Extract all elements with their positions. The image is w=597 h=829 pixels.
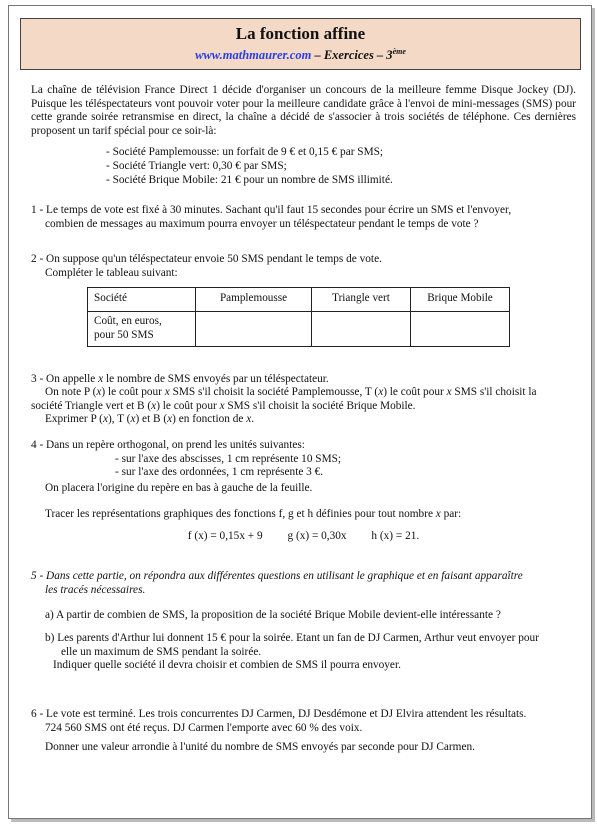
subtitle-superscript: ème (392, 47, 406, 56)
offer-brique-mobile: - Société Brique Mobile: 21 € pour un nombre de SMS illimité. (106, 173, 393, 186)
table-row-label: Coût, en euros, pour 50 SMS (88, 311, 196, 346)
question-3 (31, 373, 576, 427)
q5-b-line-3: Indiquer quelle société il devra choisir et combien de SMS il pourra envoyer. (53, 659, 401, 672)
q5-line-2: les tracés nécessaires. (45, 584, 146, 597)
q4-line-1: 4 - Dans un repère orthogonal, on prend les unités suivantes: (31, 438, 305, 451)
q2-line-1: 2 - On suppose qu'un téléspectateur envoie 50 SMS pendant le temps de vote. (31, 253, 382, 266)
page-title: La fonction affine (235, 24, 366, 43)
q4-unit-x: - sur l'axe des abscisses, 1 cm représente 10 SMS; (115, 452, 342, 465)
question-4 (31, 439, 576, 544)
q5-b-line-1: b) Les parents d'Arthur lui donnent 15 € pour la soirée. Etant un fan de DJ Carmen, Arthur veut envoyer pour (45, 632, 539, 645)
table-header-row (88, 287, 510, 311)
table-header-cell: Brique Mobile (411, 287, 510, 311)
formula-g: g (x) = 0,30x (287, 529, 347, 542)
q4-unit-y: - sur l'axe des ordonnées, 1 cm représente 3 €. (115, 466, 324, 479)
subtitle-text: – Exercices – 3 (311, 48, 393, 63)
q4-origin: On placera l'origine du repère en bas à gauche de la feuille. (45, 481, 313, 494)
q5-line-1: 5 - Dans cette partie, on répondra aux différentes questions en utilisant le graphique et en faisant apparaître (31, 570, 523, 583)
table-header-cell: Pamplemousse (196, 287, 312, 311)
q5-a: a) A partir de combien de SMS, la proposition de la société Brique Mobile devient-elle intéressante ? (45, 608, 501, 621)
offer-pamplemousse: - Société Pamplemousse: un forfait de 9 € et 0,15 € par SMS; (106, 146, 384, 159)
question-5 (31, 570, 576, 673)
site-link[interactable]: www.mathmaurer.com (195, 48, 312, 63)
table-header-cell: Triangle vert (312, 287, 411, 311)
q6-line-3: Donner une valeur arrondie à l'unité du nombre de SMS envoyés par seconde pour DJ Carmen. (45, 741, 475, 754)
q3-line-3: société Triangle vert et B (x) le coût pour x SMS s'il choisit la société Brique Mobile. (31, 399, 416, 412)
worksheet-page (8, 5, 592, 819)
intro-paragraph: La chaîne de télévision France Direct 1 décide d'organiser un concours de la meilleure femme Disque Jockey (DJ). Puisque les téléspectateurs vont pouvoir voter pour la meilleure candidate grâce à l'envoi de mini-messages (SMS) pour cette grande soirée retransmise en direct, la chaîne a décidé de s'associer à trois sociétés de téléphone. Ces dernières proposent un tarif spécial pour ce soir-là: (31, 84, 576, 137)
q3-line-1: 3 - On appelle x le nombre de SMS envoyés par un téléspectateur. (31, 372, 329, 385)
offers-list (106, 146, 576, 187)
q1-line-2: combien de messages au maximum pourra envoyer un téléspectateur pendant le temps de vote ? (45, 217, 479, 230)
q3-line-2: On note P (x) le coût pour x SMS s'il choisit la société Pamplemousse, T (x) le coût pour x SMS s'il choisit la (45, 386, 537, 399)
q3-line-4: Exprimer P (x), T (x) et B (x) en fonction de x. (45, 413, 255, 426)
exercise-content (31, 84, 576, 755)
question-2 (31, 253, 576, 346)
question-1 (31, 204, 576, 231)
offer-triangle-vert: - Société Triangle vert: 0,30 € par SMS; (106, 159, 287, 172)
q4-formulas (31, 530, 576, 544)
cost-table (87, 287, 510, 347)
q4-trace: Tracer les représentations graphiques des fonctions f, g et h définies pour tout nombre x par: (45, 508, 462, 521)
table-header-cell: Société (88, 287, 196, 311)
q5-b-line-2: elle un maximum de SMS pendant la soirée. (61, 645, 262, 658)
formula-f: f (x) = 0,15x + 9 (187, 529, 263, 542)
formula-h: h (x) = 21. (371, 529, 420, 542)
subtitle (21, 47, 580, 63)
q2-line-2: Compléter le tableau suivant: (45, 266, 178, 279)
q1-line-1: 1 - Le temps de vote est fixé à 30 minutes. Sachant qu'il faut 15 secondes pour écrire un SMS et l'envoyer, (31, 204, 512, 217)
q6-line-2: 724 560 SMS ont été reçus. DJ Carmen l'emporte avec 60 % des voix. (45, 721, 363, 734)
answer-cell-triangle-vert[interactable] (312, 311, 411, 346)
question-6 (31, 708, 576, 755)
table-row (88, 311, 510, 346)
title-box (20, 18, 581, 70)
answer-cell-pamplemousse[interactable] (196, 311, 312, 346)
answer-cell-brique-mobile[interactable] (411, 311, 510, 346)
q6-line-1: 6 - Le vote est terminé. Les trois concurrentes DJ Carmen, DJ Desdémone et DJ Elvira attendent les résultats. (31, 708, 527, 721)
